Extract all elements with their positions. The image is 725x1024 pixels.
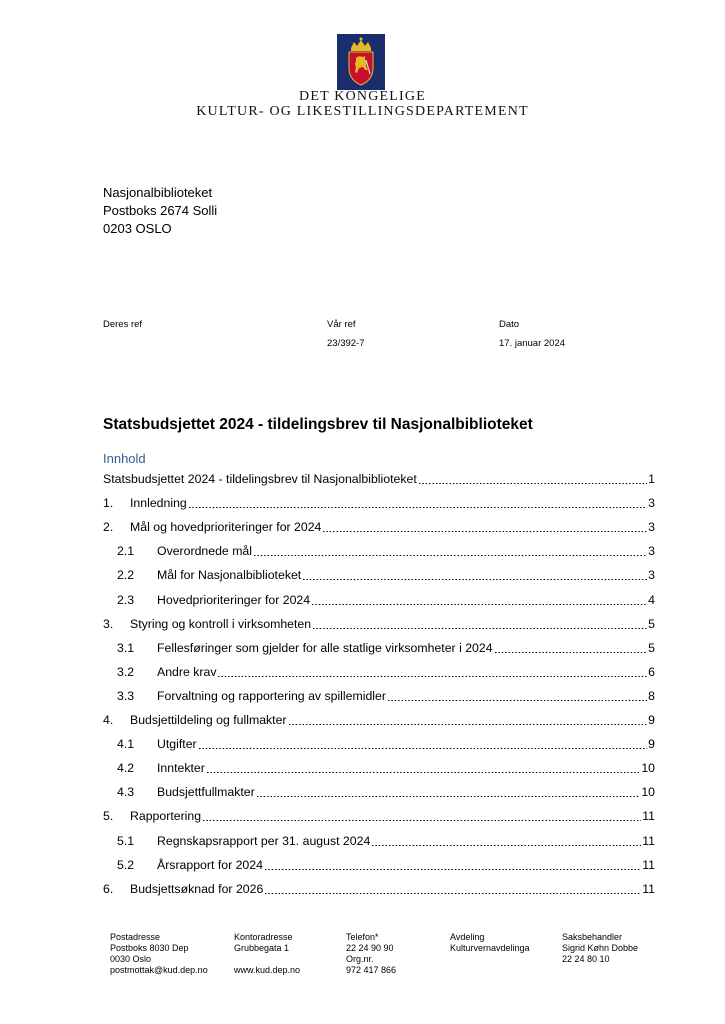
toc-entry[interactable] <box>103 662 655 679</box>
toc-entry-label: Forvaltning og rapportering av spillemidler <box>157 688 386 703</box>
footer-phone-number: 22 24 90 90 <box>346 943 394 953</box>
toc-entry[interactable] <box>103 638 655 655</box>
toc-entry-page: 3 <box>648 520 655 535</box>
toc-entry-page: 10 <box>641 761 655 776</box>
department-name-line2: KULTUR- OG LIKESTILLINGSDEPARTEMENT <box>196 104 529 119</box>
toc-entry-label: Hovedprioriteringer for 2024 <box>157 592 311 607</box>
toc-entry-label: Utgifter <box>157 737 197 752</box>
toc-dot-leader <box>312 614 647 631</box>
toc-entry-number: 4.1 <box>117 737 135 752</box>
recipient-name: Nasjonalbiblioteket <box>103 185 213 200</box>
toc-entry-page: 3 <box>648 496 655 511</box>
var-ref-value: 23/392-7 <box>327 338 365 349</box>
toc-entry-label: Fellesføringer som gjelder for alle statlige virksomheter i 2024 <box>157 640 493 655</box>
footer-orgnr-value: 972 417 866 <box>346 965 397 975</box>
toc-entry-page: 3 <box>648 544 655 559</box>
toc-entry-page: 6 <box>648 664 655 679</box>
toc-entry-number: 1. <box>103 496 114 511</box>
toc-entry-label: Innledning <box>130 496 187 511</box>
toc-entry[interactable] <box>103 469 655 486</box>
toc-entry[interactable] <box>103 590 655 607</box>
toc-dot-leader <box>311 590 647 607</box>
toc-dot-leader <box>288 710 648 727</box>
toc-entry[interactable] <box>103 565 655 582</box>
toc-dot-leader <box>188 493 647 510</box>
toc-entry-page: 3 <box>648 568 655 583</box>
toc-entry-page: 11 <box>642 809 655 824</box>
toc-entry[interactable] <box>103 493 655 510</box>
dato-value: 17. januar 2024 <box>499 338 566 349</box>
toc-entry-page: 9 <box>648 737 655 752</box>
norway-coat-of-arms-icon <box>337 34 385 90</box>
toc-heading: Innhold <box>103 451 146 466</box>
footer-department-heading: Avdeling <box>450 932 485 942</box>
toc-dot-leader <box>264 879 641 896</box>
toc-entry[interactable] <box>103 879 655 896</box>
toc-entry-number: 6. <box>103 881 114 896</box>
footer-postal-city: 0030 Oslo <box>110 954 152 964</box>
toc-entry-number: 3. <box>103 616 114 631</box>
footer-orgnr-label: Org.nr. <box>346 954 374 964</box>
toc-entry-label: Budsjettfullmakter <box>157 785 255 800</box>
toc-entry-label: Overordnede mål <box>157 544 253 559</box>
footer-phone-column <box>346 932 396 976</box>
toc-dot-leader <box>387 686 647 703</box>
footer-email-link[interactable]: postmottak@kud.dep.no <box>110 965 208 975</box>
footer-postal-column <box>110 932 208 976</box>
toc-entry-page: 5 <box>648 616 655 631</box>
toc-dot-leader <box>322 517 647 534</box>
toc-dot-leader <box>264 855 641 872</box>
toc-dot-leader <box>418 469 647 486</box>
toc-entry[interactable] <box>103 806 655 823</box>
toc-dot-leader <box>198 734 648 751</box>
toc-entry-label: Budsjettildeling og fullmakter <box>130 713 287 727</box>
footer-caseworker-phone: 22 24 80 10 <box>562 954 610 964</box>
toc-entry-label: Regnskapsrapport per 31. august 2024 <box>157 833 371 848</box>
footer-department-column <box>450 932 530 954</box>
toc-entry-number: 3.2 <box>117 664 135 679</box>
toc-entry-number: 4.3 <box>117 785 135 800</box>
var-ref-label: Vår ref <box>327 319 356 330</box>
toc-entry[interactable] <box>103 614 655 631</box>
toc-entry-page: 8 <box>648 688 655 703</box>
toc-entry[interactable] <box>103 517 655 534</box>
toc-entry-label: Styring og kontroll i virksomheten <box>130 616 312 631</box>
toc-entry-label: Budsjettsøknad for 2026 <box>130 881 264 896</box>
recipient-postal: 0203 OSLO <box>103 221 172 236</box>
toc-dot-leader <box>253 541 647 558</box>
recipient-address: Postboks 2674 Solli <box>103 203 218 218</box>
footer-office-blank <box>234 954 300 965</box>
toc-entry-page: 11 <box>642 881 655 896</box>
toc-dot-leader <box>256 782 641 799</box>
toc-entry-label: Mål og hovedprioriteringer for 2024 <box>130 520 322 535</box>
toc-entry-number: 2.1 <box>117 544 135 559</box>
deres-ref-label: Deres ref <box>103 319 143 330</box>
footer-department-name: Kulturvernavdelinga <box>450 943 530 953</box>
toc-entry-label: Rapportering <box>130 809 202 824</box>
toc-entry-number: 2.2 <box>117 568 135 583</box>
toc-entry-label: Årsrapport for 2024 <box>157 857 263 872</box>
footer-caseworker-column <box>562 932 638 965</box>
toc-entry[interactable] <box>103 855 655 872</box>
footer-office-heading: Kontoradresse <box>234 932 293 942</box>
toc-dot-leader <box>217 662 647 679</box>
footer-postal-heading: Postadresse <box>110 932 161 942</box>
document-title: Statsbudsjettet 2024 - tildelingsbrev til Nasjonalbiblioteket <box>103 416 533 433</box>
footer-office-street: Grubbegata 1 <box>234 943 290 953</box>
toc-entry-page: 11 <box>642 857 655 872</box>
toc-entry-label: Mål for Nasjonalbiblioteket <box>157 568 302 583</box>
toc-entry-number: 3.1 <box>117 640 135 655</box>
toc-entry-number: 5.2 <box>117 857 135 872</box>
footer-caseworker-heading: Saksbehandler <box>562 932 623 942</box>
footer-website-link[interactable]: www.kud.dep.no <box>234 965 301 975</box>
toc-entry-number: 4. <box>103 713 114 727</box>
toc-entry-page: 1 <box>648 472 655 486</box>
toc-dot-leader <box>206 758 640 775</box>
toc-entry-page: 9 <box>648 713 655 727</box>
toc-entry[interactable] <box>103 541 655 558</box>
toc-entry[interactable] <box>103 686 655 703</box>
department-name-line1: DET KONGELIGE <box>299 89 426 104</box>
toc-dot-leader <box>371 831 641 848</box>
toc-entry-page: 11 <box>642 833 655 848</box>
toc-entry-label: Inntekter <box>157 761 205 776</box>
footer-postal-box: Postboks 8030 Dep <box>110 943 189 953</box>
toc-dot-leader <box>302 565 647 582</box>
toc-dot-leader <box>494 638 648 655</box>
toc-entry[interactable] <box>103 831 655 848</box>
toc-entry-label: Statsbudsjettet 2024 - tildelingsbrev til Nasjonalbiblioteket <box>103 472 417 486</box>
toc-entry[interactable] <box>103 758 655 775</box>
toc-entry-number: 3.3 <box>117 688 135 703</box>
toc-entry-number: 5.1 <box>117 833 135 848</box>
footer-caseworker-name: Sigrid Køhn Dobbe <box>562 943 639 953</box>
footer-phone-heading: Telefon* <box>346 932 379 942</box>
toc-dot-leader <box>202 806 641 823</box>
toc-entry-number: 4.2 <box>117 761 135 776</box>
toc-entry-page: 5 <box>648 640 655 655</box>
footer-office-column <box>234 932 300 976</box>
toc-entry[interactable] <box>103 734 655 751</box>
toc-entry[interactable] <box>103 710 655 727</box>
toc-entry-label: Andre krav <box>157 664 217 679</box>
toc-entry-number: 2. <box>103 520 114 535</box>
toc-entry-page: 10 <box>641 785 655 800</box>
dato-label: Dato <box>499 319 520 330</box>
toc-entry-number: 2.3 <box>117 592 135 607</box>
toc-entry-number: 5. <box>103 809 114 824</box>
toc-entry-page: 4 <box>648 592 655 607</box>
toc-entry[interactable] <box>103 782 655 799</box>
